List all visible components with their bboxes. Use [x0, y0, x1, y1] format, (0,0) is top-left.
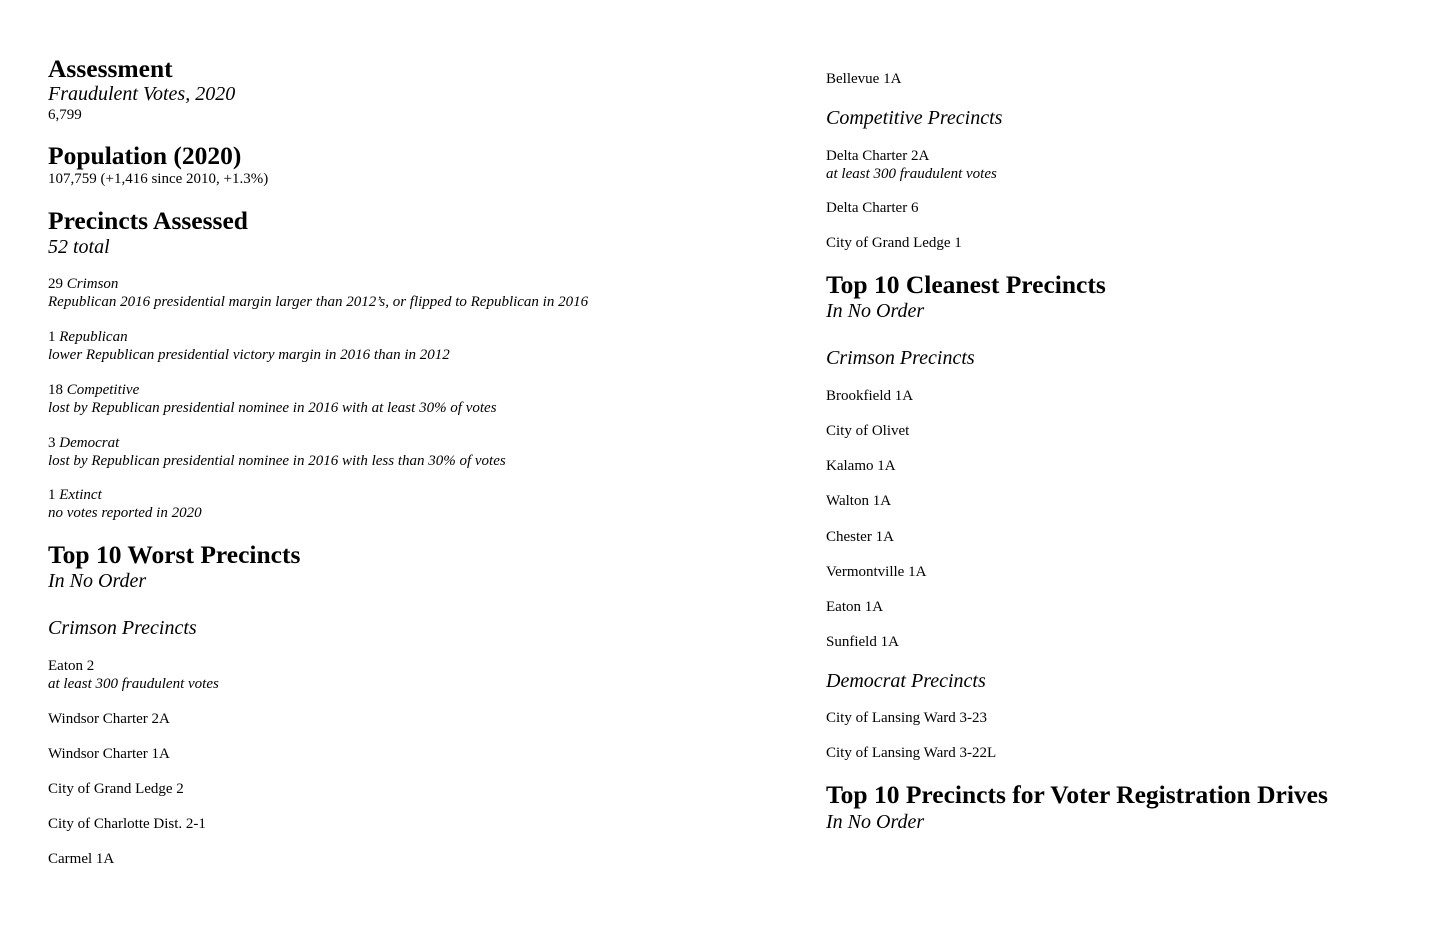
precinct-name: Bellevue 1A: [826, 71, 902, 87]
voter-registration-heading: Top 10 Precincts for Voter Registration Drives: [826, 780, 1328, 809]
worst-crimson-heading: Crimson Precincts: [48, 617, 197, 639]
precinct-name: Eaton 2: [48, 658, 95, 674]
category-count: 18: [48, 382, 63, 398]
category-item: [48, 275, 588, 311]
assessment-subtitle: Fraudulent Votes, 2020: [48, 83, 236, 105]
voter-registration-subtitle: In No Order: [826, 811, 925, 833]
cleanest-subtitle: In No Order: [826, 300, 925, 322]
precinct-item: [48, 657, 219, 693]
precinct-name: City of Lansing Ward 3-22L: [826, 745, 997, 761]
precinct-name: City of Grand Ledge 2: [48, 781, 184, 797]
worst-subtitle: In No Order: [48, 570, 147, 592]
precinct-name: Brookfield 1A: [826, 388, 914, 404]
precinct-name: Chester 1A: [826, 529, 894, 545]
precinct-name: City of Olivet: [826, 423, 910, 439]
precinct-note: at least 300 fraudulent votes: [826, 166, 997, 182]
cleanest-heading: Top 10 Cleanest Precincts: [826, 270, 1106, 299]
precinct-name: City of Charlotte Dist. 2-1: [48, 816, 206, 832]
category-description: lower Republican presidential victory margin in 2016 than in 2012: [48, 347, 450, 363]
category-count: 29: [48, 276, 63, 292]
category-description: lost by Republican presidential nominee in 2016 with less than 30% of votes: [48, 453, 506, 469]
category-item: [48, 328, 450, 364]
cleanest-democrat-heading: Democrat Precincts: [826, 670, 986, 692]
assessment-value: 6,799: [48, 107, 82, 123]
category-name: Republican: [59, 329, 128, 345]
precinct-name: Delta Charter 6: [826, 200, 919, 216]
precinct-name: Windsor Charter 1A: [48, 746, 170, 762]
precinct-name: City of Grand Ledge 1: [826, 235, 962, 251]
precincts-assessed-subtitle: 52 total: [48, 236, 110, 258]
precinct-name: Walton 1A: [826, 493, 892, 509]
precinct-name: Vermontville 1A: [826, 564, 927, 580]
category-description: no votes reported in 2020: [48, 505, 202, 521]
precinct-name: Eaton 1A: [826, 599, 884, 615]
category-name: Extinct: [59, 487, 102, 503]
category-item: [48, 381, 497, 417]
worst-competitive-heading: Competitive Precincts: [826, 107, 1003, 129]
worst-heading: Top 10 Worst Precincts: [48, 540, 301, 569]
precinct-item: [826, 147, 997, 183]
precinct-note: at least 300 fraudulent votes: [48, 676, 219, 692]
precinct-name: Kalamo 1A: [826, 458, 896, 474]
category-item: [48, 486, 202, 522]
category-count: 1: [48, 487, 56, 503]
assessment-heading: Assessment: [48, 54, 173, 83]
category-name: Democrat: [59, 435, 120, 451]
category-name: Competitive: [66, 382, 140, 398]
category-count: 3: [48, 435, 56, 451]
population-heading: Population (2020): [48, 141, 242, 170]
precinct-name: City of Lansing Ward 3-23: [826, 710, 987, 726]
category-item: [48, 434, 506, 470]
category-name: Crimson: [66, 276, 119, 292]
category-description: Republican 2016 presidential margin larger than 2012’s, or flipped to Republican in 2016: [48, 294, 589, 310]
precinct-name: Delta Charter 2A: [826, 148, 930, 164]
category-description: lost by Republican presidential nominee in 2016 with at least 30% of votes: [48, 400, 497, 416]
precincts-assessed-heading: Precincts Assessed: [48, 206, 248, 235]
precinct-name: Sunfield 1A: [826, 634, 899, 650]
precinct-name: Carmel 1A: [48, 851, 115, 867]
cleanest-crimson-heading: Crimson Precincts: [826, 347, 975, 369]
population-value: 107,759 (+1,416 since 2010, +1.3%): [48, 171, 269, 187]
precinct-name: Windsor Charter 2A: [48, 711, 170, 727]
category-count: 1: [48, 329, 56, 345]
